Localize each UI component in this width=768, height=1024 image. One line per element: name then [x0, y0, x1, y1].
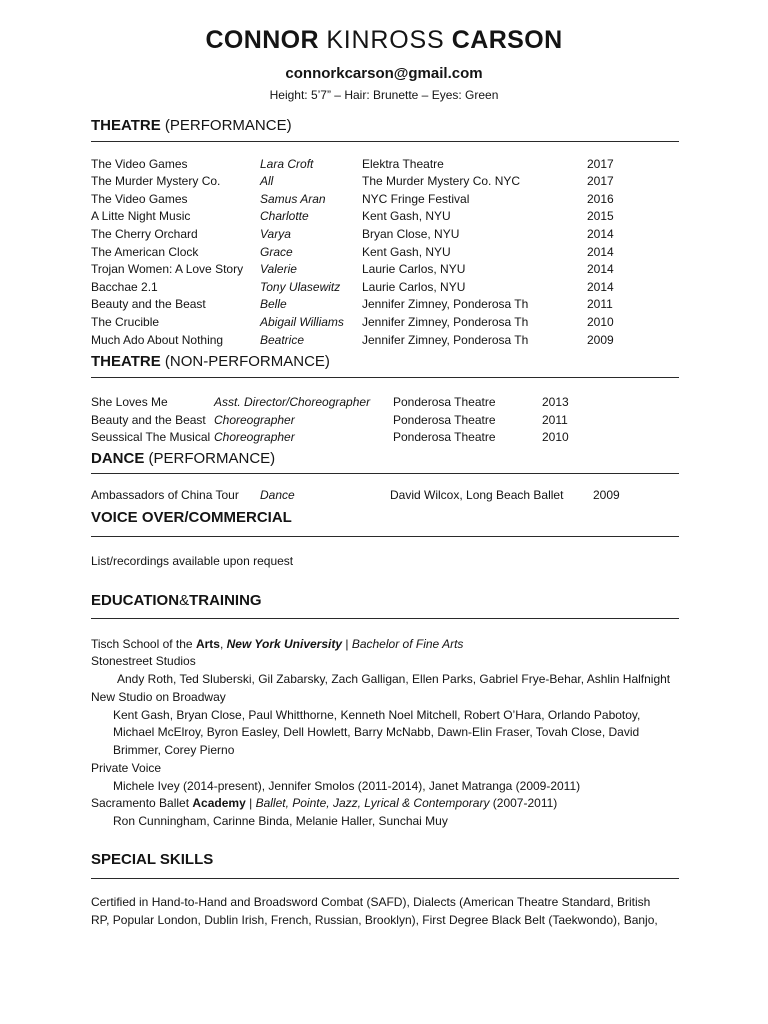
- section-divider: [91, 141, 679, 142]
- credit-role: Belle: [260, 297, 287, 312]
- credit-year: 2009: [587, 332, 614, 347]
- credit-year: 2014: [587, 262, 614, 277]
- credit-venue: Kent Gash, NYU: [362, 209, 451, 224]
- credit-venue: David Wilcox, Long Beach Ballet: [390, 488, 564, 502]
- private-voice-teachers: Michele Ivey (2014-present), Jennifer Smolos (2011-2014), Janet Matranga (2009-2011): [113, 779, 581, 793]
- stonestreet-teachers: Andy Roth, Ted Sluberski, Gil Zabarsky, Zach Galligan, Ellen Parks, Gabriel Frye-Behar, Ashlin Halfnight: [117, 672, 671, 686]
- credit-venue: Jennifer Zimney, Ponderosa Th: [362, 332, 529, 347]
- section-divider: [91, 536, 679, 537]
- credit-row: [0, 261, 768, 277]
- heading-bold: TRAINING: [189, 592, 262, 609]
- credit-venue: Ponderosa Theatre: [393, 412, 496, 427]
- credit-show: The Video Games: [91, 156, 188, 171]
- ballet-text: |: [245, 796, 256, 810]
- credit-row: [0, 314, 768, 330]
- education-ballet: [91, 795, 557, 811]
- credit-role: Samus Aran: [260, 191, 326, 206]
- credit-role: Choreographer: [214, 430, 295, 444]
- credit-role: Lara Croft: [260, 156, 314, 171]
- credit-show: She Loves Me: [91, 395, 168, 409]
- credit-row: [0, 244, 768, 260]
- credit-year: 2016: [587, 191, 614, 206]
- education-private-voice: Private Voice: [91, 761, 162, 775]
- credit-show: The Video Games: [91, 191, 188, 206]
- credit-venue: Jennifer Zimney, Ponderosa Th: [362, 314, 529, 329]
- credit-role: Beatrice: [260, 332, 305, 347]
- tisch-degree: Bachelor of Fine Arts: [351, 637, 464, 651]
- tisch-text: ,: [219, 637, 227, 651]
- physical-stats: Height: 5’7” – Hair: Brunette – Eyes: Green: [269, 88, 499, 102]
- credit-show: The Murder Mystery Co.: [91, 174, 221, 189]
- credit-year: 2014: [587, 226, 614, 241]
- ballet-styles: Ballet, Pointe, Jazz, Lyrical & Contemporary: [255, 796, 490, 810]
- new-studio-teachers-1: Kent Gash, Bryan Close, Paul Whitthorne, Kenneth Noel Mitchell, Robert O’Hara, Orlando Pabotoy,: [113, 708, 641, 722]
- credit-venue: Laurie Carlos, NYU: [362, 262, 466, 277]
- credit-show: Much Ado About Nothing: [91, 332, 224, 347]
- tisch-text: Tisch School of the: [91, 637, 196, 651]
- credit-role: Grace: [260, 244, 293, 259]
- middle-name: KINROSS: [326, 26, 445, 54]
- credit-show: Bacchae 2.1: [91, 279, 158, 294]
- credit-venue: NYC Fringe Festival: [362, 191, 470, 206]
- heading-bold: VOICE OVER/COMMERCIAL: [91, 509, 292, 526]
- new-studio-teachers-3: Brimmer, Corey Pierno: [113, 743, 235, 757]
- section-divider: [91, 878, 679, 879]
- heading-bold: EDUCATION: [91, 592, 180, 609]
- credit-role: Varya: [260, 226, 291, 241]
- section-divider: [91, 618, 679, 619]
- credit-venue: Jennifer Zimney, Ponderosa Th: [362, 297, 529, 312]
- tisch-text: |: [342, 637, 352, 651]
- credit-year: 2014: [587, 244, 614, 259]
- credit-role: Charlotte: [260, 209, 309, 224]
- credit-show: The American Clock: [91, 244, 199, 259]
- credit-row: [0, 296, 768, 312]
- credit-role: Dance: [260, 488, 295, 502]
- credit-row: [0, 412, 768, 428]
- credit-venue: Laurie Carlos, NYU: [362, 279, 466, 294]
- first-name: CONNOR: [205, 26, 319, 54]
- credit-year: 2013: [542, 395, 569, 409]
- credit-year: 2014: [587, 279, 614, 294]
- education-tisch: [91, 636, 463, 652]
- credit-venue: Elektra Theatre: [362, 156, 444, 171]
- credit-row: [0, 191, 768, 207]
- last-name: CARSON: [451, 26, 563, 54]
- ballet-text: Sacramento Ballet: [91, 796, 193, 810]
- credit-row: [0, 487, 768, 503]
- credit-row: [0, 332, 768, 348]
- credit-venue: Bryan Close, NYU: [362, 226, 460, 241]
- section-heading-voice-over: [91, 509, 679, 526]
- credit-year: 2011: [542, 412, 568, 427]
- section-divider: [91, 377, 679, 378]
- credit-role: Asst. Director/Choreographer: [214, 395, 371, 409]
- credit-year: 2010: [587, 314, 614, 329]
- special-skills-line-1: Certified in Hand-to-Hand and Broadsword Combat (SAFD), Dialects (American Theatre Standard, British: [91, 895, 651, 909]
- special-skills-line-2: RP, Popular London, Dublin Irish, French, Russian, Brooklyn), First Degree Black Belt (Taekwondo), Banjo,: [91, 913, 658, 927]
- credit-role: Tony Ulasewitz: [260, 279, 341, 294]
- credit-row: [0, 429, 768, 445]
- credit-venue: Ponderosa Theatre: [393, 430, 496, 444]
- heading-rest: (PERFORMANCE): [164, 117, 292, 134]
- voice-over-note: List/recordings available upon request: [91, 554, 294, 568]
- credit-show: The Cherry Orchard: [91, 226, 198, 241]
- tisch-text: Arts: [195, 637, 220, 651]
- credit-role: All: [260, 174, 274, 189]
- education-new-studio: New Studio on Broadway: [91, 690, 226, 704]
- heading-bold: THEATRE: [91, 353, 161, 370]
- applicant-name: [0, 26, 768, 55]
- credit-row: [0, 394, 768, 410]
- new-studio-teachers-2: Michael McElroy, Byron Easley, Dell Howlett, Barry McNabb, Dawn-Elin Fraser, Tovah Close, David: [113, 725, 640, 739]
- credit-show: A Litte Night Music: [91, 209, 191, 224]
- ballet-teachers: Ron Cunningham, Carinne Binda, Melanie Haller, Sunchai Muy: [113, 814, 448, 828]
- credit-year: 2017: [587, 156, 614, 171]
- email: connorkcarson@gmail.com: [285, 65, 483, 82]
- credit-year: 2010: [542, 430, 569, 444]
- section-heading-education: [91, 592, 679, 609]
- section-heading-dance: [91, 450, 679, 467]
- credit-role: Valerie: [260, 262, 297, 277]
- heading-rest: (PERFORMANCE): [148, 450, 276, 467]
- credit-row: [0, 226, 768, 242]
- credit-show: The Crucible: [91, 314, 160, 329]
- credit-venue: Ponderosa Theatre: [393, 395, 496, 409]
- credit-year: 2015: [587, 209, 614, 224]
- credit-show: Seussical The Musical: [91, 430, 211, 444]
- credit-row: [0, 173, 768, 189]
- credit-role: Abigail Williams: [260, 314, 344, 329]
- credit-year: 2017: [587, 174, 614, 189]
- section-heading-special-skills: [91, 851, 679, 868]
- ballet-years: (2007-2011): [489, 796, 558, 810]
- heading-bold: THEATRE: [91, 117, 161, 134]
- credit-show: Beauty and the Beast: [91, 412, 206, 427]
- heading-bold: SPECIAL SKILLS: [91, 851, 214, 868]
- credit-venue: The Murder Mystery Co. NYC: [362, 174, 521, 189]
- section-heading-theatre-non-performance: [91, 353, 679, 370]
- section-heading-theatre-performance: [91, 117, 679, 134]
- heading-rest: (NON-PERFORMANCE): [164, 353, 330, 370]
- section-divider: [91, 473, 679, 474]
- credit-year: 2009: [593, 488, 620, 502]
- credit-show: Ambassadors of China Tour: [91, 488, 239, 502]
- credit-year: 2011: [587, 297, 613, 312]
- credit-role: Choreographer: [214, 412, 295, 427]
- ballet-text: Academy: [192, 796, 246, 810]
- credit-show: Beauty and the Beast: [91, 297, 206, 312]
- credit-show: Trojan Women: A Love Story: [91, 262, 244, 277]
- credit-row: [0, 208, 768, 224]
- heading-bold: DANCE: [91, 450, 145, 467]
- heading-ampersand: &: [179, 592, 190, 609]
- credit-row: [0, 156, 768, 172]
- tisch-university: New York University: [226, 637, 343, 651]
- education-stonestreet: Stonestreet Studios: [91, 654, 196, 668]
- credit-venue: Kent Gash, NYU: [362, 244, 451, 259]
- credit-row: [0, 279, 768, 295]
